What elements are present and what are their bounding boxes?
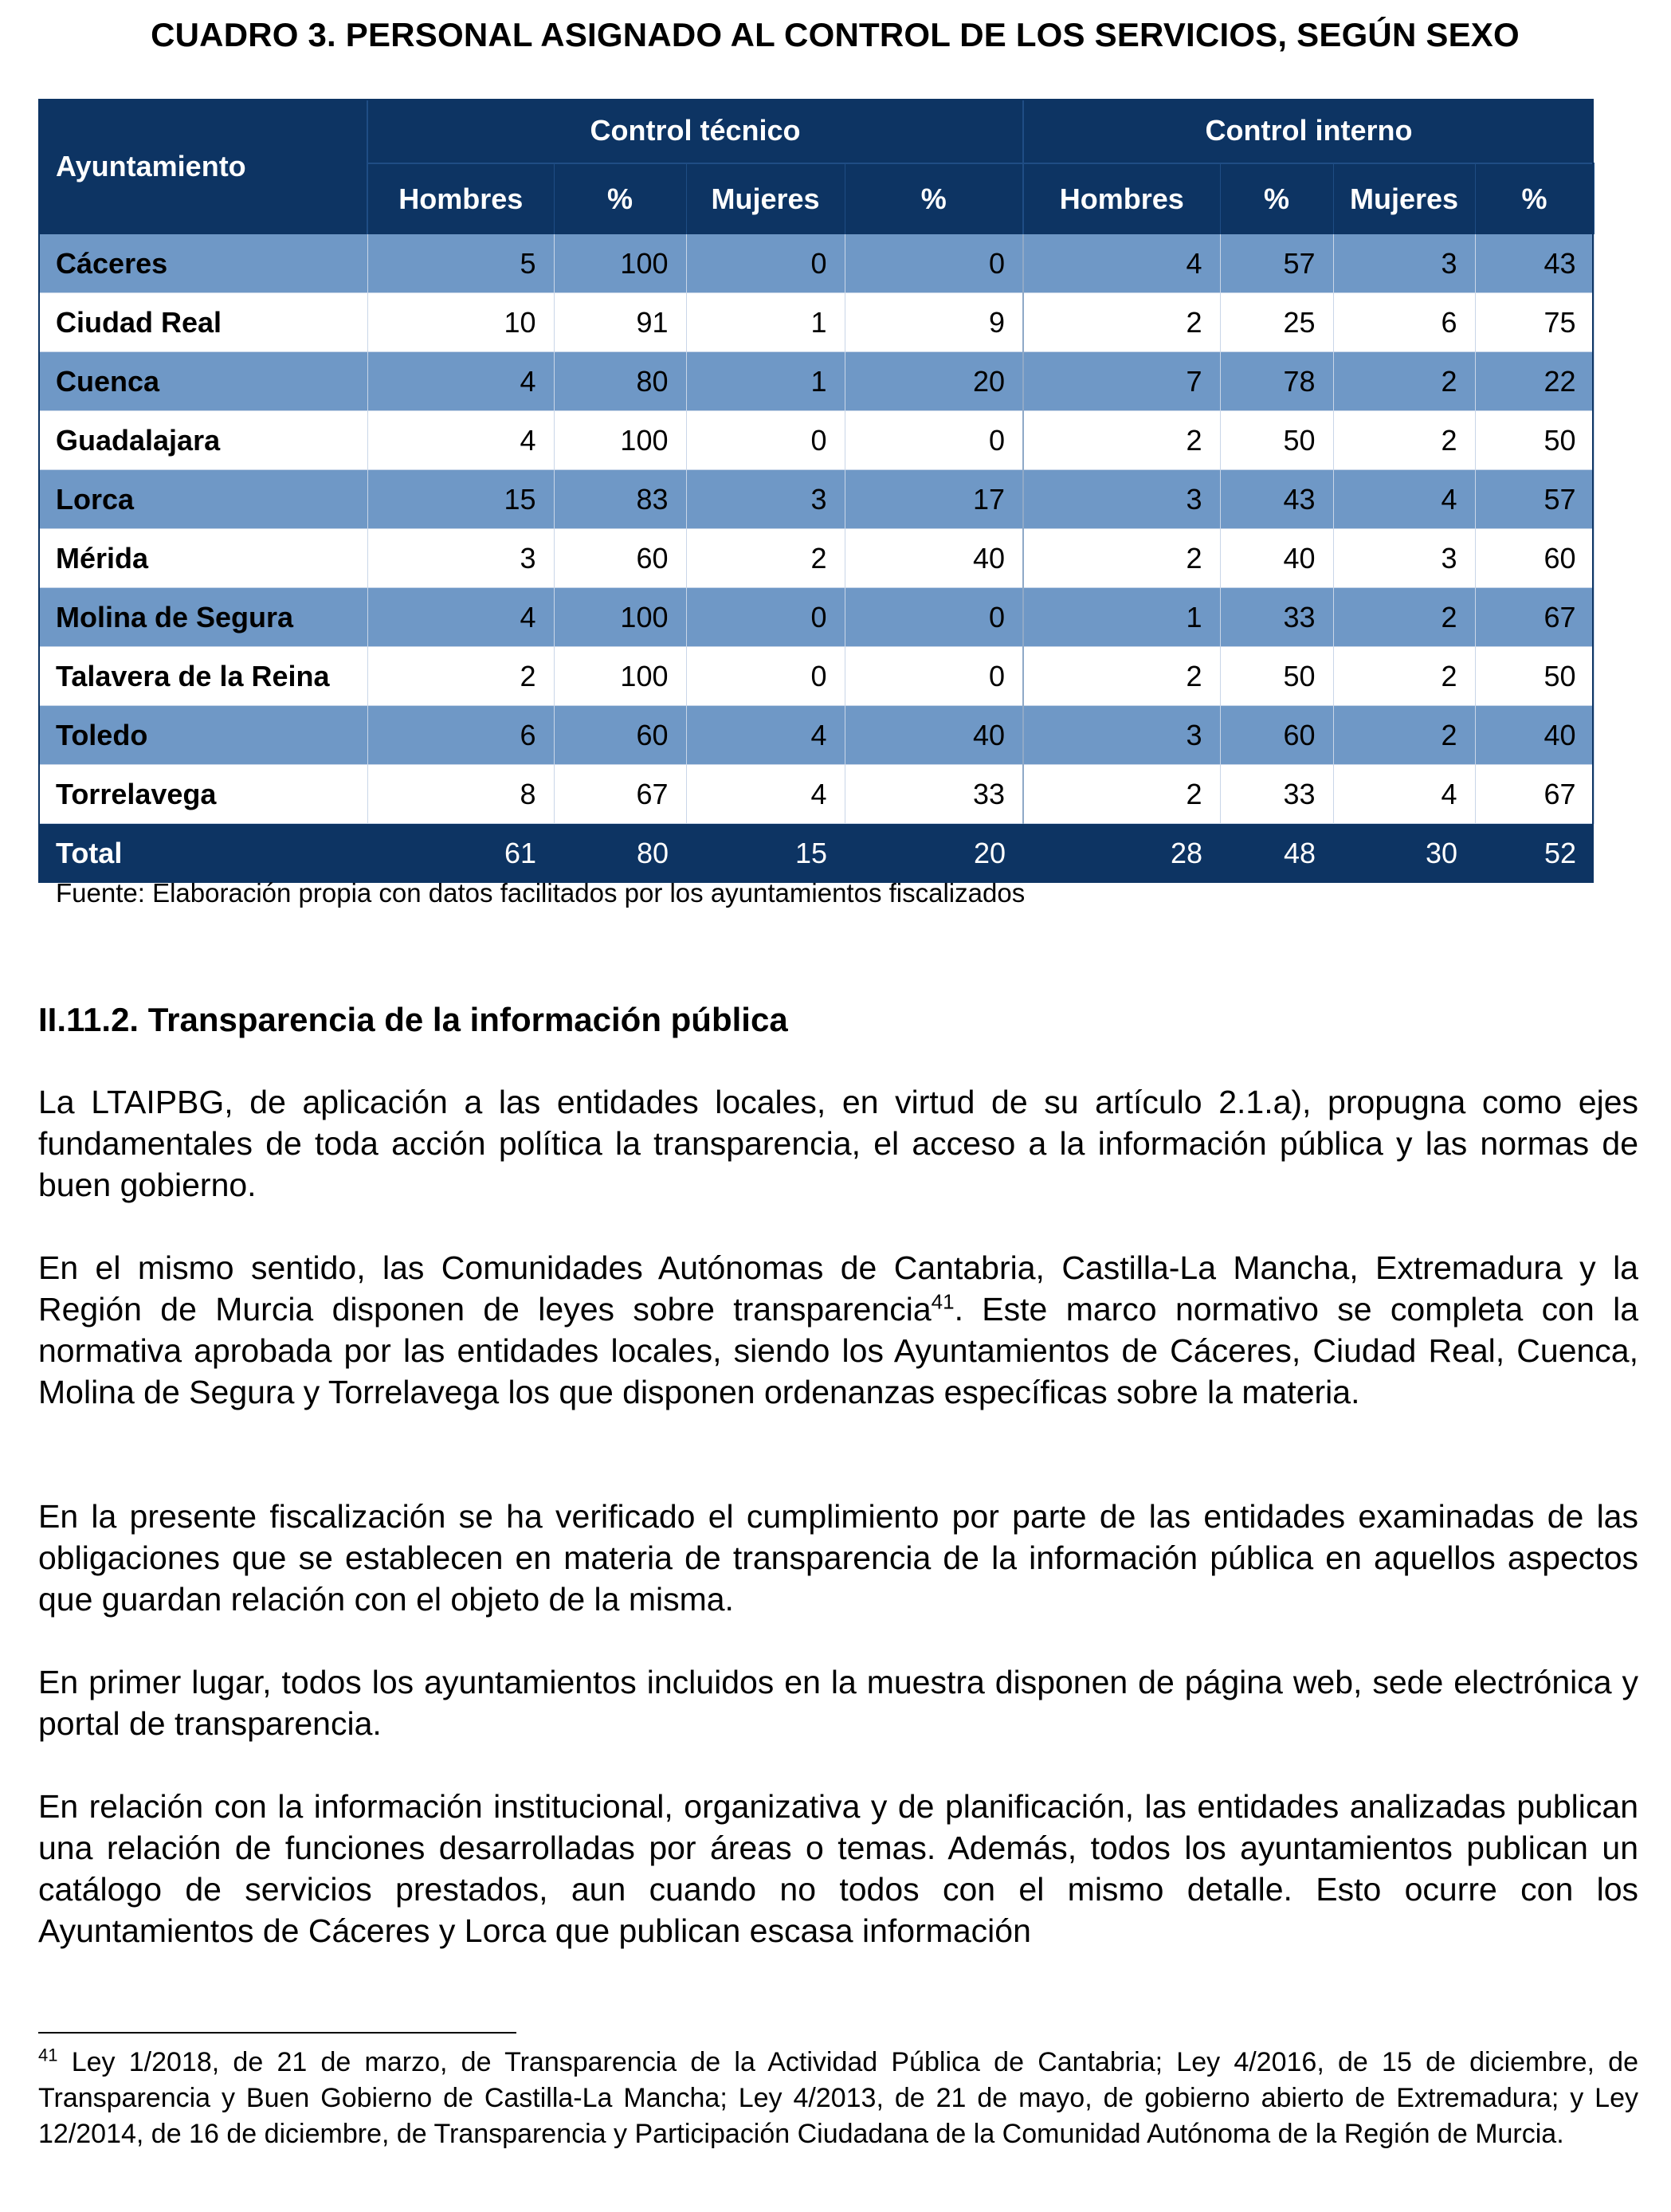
cell-ci-mujeres-pct: 50 xyxy=(1475,647,1594,706)
paragraph-2 xyxy=(38,1247,1638,1413)
column-header-ci-mujeres: Mujeres xyxy=(1333,163,1475,234)
cell-ct-mujeres-pct: 40 xyxy=(845,706,1023,765)
cell-ct-hombres-pct: 100 xyxy=(554,234,686,293)
cell-ci-hombres: 2 xyxy=(1023,529,1220,588)
column-header-ci-mujeres-pct: % xyxy=(1475,163,1594,234)
paragraph-2-text-b: . Este marco normativo se completa con la normativa aprobada por las entidades locales, siendo los Ayuntamientos de Cáceres, Ciudad Real, Cuenca, Molina de Segura y Torrelavega los que disponen ordenanzas específicas sobre la materia. xyxy=(38,1291,1638,1410)
cell-ci-mujeres-pct: 60 xyxy=(1475,529,1594,588)
cell-ci-hombres: 4 xyxy=(1023,234,1220,293)
total-ci-hombres: 28 xyxy=(1023,824,1220,884)
cell-ci-mujeres-pct: 75 xyxy=(1475,293,1594,352)
cell-ct-mujeres-pct: 40 xyxy=(845,529,1023,588)
column-header-ct-mujeres: Mujeres xyxy=(686,163,845,234)
cell-ct-hombres: 4 xyxy=(367,352,554,411)
row-name: Guadalajara xyxy=(38,411,367,470)
paragraph-2-text-a: En el mismo sentido, las Comunidades Autónomas de Cantabria, Castilla-La Mancha, Extremadura y la Región de Murcia disponen de leyes sobre transparencia xyxy=(38,1249,1638,1328)
table-row xyxy=(38,529,1594,588)
table-row xyxy=(38,234,1594,293)
personnel-table xyxy=(38,99,1595,883)
column-header-ct-hombres: Hombres xyxy=(367,163,554,234)
cell-ct-mujeres-pct: 33 xyxy=(845,765,1023,824)
cell-ci-mujeres: 3 xyxy=(1333,234,1475,293)
row-name: Molina de Segura xyxy=(38,588,367,647)
cell-ct-hombres-pct: 91 xyxy=(554,293,686,352)
column-header-ayuntamiento: Ayuntamiento xyxy=(38,99,367,234)
cell-ci-hombres-pct: 78 xyxy=(1220,352,1333,411)
cell-ct-hombres-pct: 60 xyxy=(554,529,686,588)
cell-ct-hombres-pct: 60 xyxy=(554,706,686,765)
cell-ct-mujeres: 0 xyxy=(686,647,845,706)
cell-ci-hombres: 3 xyxy=(1023,470,1220,529)
cell-ci-hombres-pct: 50 xyxy=(1220,647,1333,706)
table-row xyxy=(38,352,1594,411)
total-ci-mujeres-pct: 52 xyxy=(1475,824,1594,884)
cell-ct-mujeres: 1 xyxy=(686,293,845,352)
cell-ci-hombres-pct: 33 xyxy=(1220,765,1333,824)
total-ct-hombres: 61 xyxy=(367,824,554,884)
cell-ci-mujeres: 2 xyxy=(1333,706,1475,765)
column-header-ct-mujeres-pct: % xyxy=(845,163,1023,234)
cell-ct-mujeres: 0 xyxy=(686,411,845,470)
cell-ci-hombres-pct: 43 xyxy=(1220,470,1333,529)
cell-ci-mujeres-pct: 67 xyxy=(1475,765,1594,824)
cell-ct-hombres-pct: 100 xyxy=(554,411,686,470)
row-name: Mérida xyxy=(38,529,367,588)
cell-ct-hombres-pct: 100 xyxy=(554,588,686,647)
cell-ci-mujeres-pct: 57 xyxy=(1475,470,1594,529)
row-name: Toledo xyxy=(38,706,367,765)
table-row xyxy=(38,470,1594,529)
cell-ct-hombres-pct: 67 xyxy=(554,765,686,824)
paragraph-4: En primer lugar, todos los ayuntamientos incluidos en la muestra disponen de página web, sede electrónica y portal de transparencia. xyxy=(38,1664,1638,1742)
row-name: Cáceres xyxy=(38,234,367,293)
cell-ci-hombres: 7 xyxy=(1023,352,1220,411)
row-name: Torrelavega xyxy=(38,765,367,824)
cell-ct-mujeres-pct: 0 xyxy=(845,647,1023,706)
cell-ci-mujeres: 4 xyxy=(1333,765,1475,824)
cell-ct-mujeres: 1 xyxy=(686,352,845,411)
total-ct-mujeres: 15 xyxy=(686,824,845,884)
cell-ci-mujeres-pct: 22 xyxy=(1475,352,1594,411)
total-row xyxy=(38,824,1594,884)
cell-ct-mujeres-pct: 17 xyxy=(845,470,1023,529)
cell-ci-hombres: 2 xyxy=(1023,647,1220,706)
cell-ct-hombres: 15 xyxy=(367,470,554,529)
cell-ci-hombres-pct: 33 xyxy=(1220,588,1333,647)
cell-ci-hombres-pct: 50 xyxy=(1220,411,1333,470)
column-header-ci-hombres: Hombres xyxy=(1023,163,1220,234)
cell-ct-mujeres-pct: 20 xyxy=(845,352,1023,411)
footnote-number: 41 xyxy=(38,2045,58,2065)
footnote-reference[interactable]: 41 xyxy=(931,1289,955,1314)
total-ct-mujeres-pct: 20 xyxy=(845,824,1023,884)
cell-ci-hombres-pct: 40 xyxy=(1220,529,1333,588)
cell-ct-hombres: 8 xyxy=(367,765,554,824)
cell-ct-hombres: 5 xyxy=(367,234,554,293)
row-name: Talavera de la Reina xyxy=(38,647,367,706)
cell-ci-mujeres-pct: 50 xyxy=(1475,411,1594,470)
cell-ci-mujeres: 6 xyxy=(1333,293,1475,352)
cell-ct-mujeres: 0 xyxy=(686,588,845,647)
cell-ci-mujeres: 2 xyxy=(1333,411,1475,470)
table-row xyxy=(38,411,1594,470)
cell-ci-hombres-pct: 60 xyxy=(1220,706,1333,765)
table-row xyxy=(38,765,1594,824)
table-row xyxy=(38,588,1594,647)
cell-ci-hombres-pct: 57 xyxy=(1220,234,1333,293)
cell-ci-mujeres-pct: 43 xyxy=(1475,234,1594,293)
cell-ct-hombres-pct: 100 xyxy=(554,647,686,706)
cell-ci-hombres: 3 xyxy=(1023,706,1220,765)
cell-ct-hombres-pct: 83 xyxy=(554,470,686,529)
cell-ct-mujeres: 4 xyxy=(686,765,845,824)
cell-ci-mujeres: 3 xyxy=(1333,529,1475,588)
footnote-text: Ley 1/2018, de 21 de marzo, de Transparencia de la Actividad Pública de Cantabria; Ley 4/2016, de 15 de diciembre, de Transparencia y Buen Gobierno de Castilla-La Mancha; Ley 4/2013, de 21 de mayo, de gobierno abierto de Extremadura; y Ley 12/2014, de 16 de diciembre, de Transparencia y Participación Ciudadana de la Comunidad Autónoma de la Región de Murcia. xyxy=(38,2047,1638,2149)
cell-ci-hombres: 2 xyxy=(1023,411,1220,470)
row-name: Ciudad Real xyxy=(38,293,367,352)
footnote-41 xyxy=(38,2045,1638,2152)
row-name: Cuenca xyxy=(38,352,367,411)
cell-ct-mujeres: 2 xyxy=(686,529,845,588)
table-row xyxy=(38,647,1594,706)
cell-ct-hombres: 6 xyxy=(367,706,554,765)
footnote-separator xyxy=(38,2032,516,2034)
cell-ct-mujeres-pct: 0 xyxy=(845,234,1023,293)
row-name: Lorca xyxy=(38,470,367,529)
cell-ct-mujeres: 4 xyxy=(686,706,845,765)
cell-ci-mujeres: 2 xyxy=(1333,352,1475,411)
cell-ct-mujeres-pct: 9 xyxy=(845,293,1023,352)
section-heading: II.11.2. Transparencia de la información pública xyxy=(38,1001,788,1038)
cell-ci-hombres: 2 xyxy=(1023,293,1220,352)
cell-ci-hombres: 1 xyxy=(1023,588,1220,647)
cell-ct-mujeres-pct: 0 xyxy=(845,588,1023,647)
cell-ci-mujeres: 2 xyxy=(1333,588,1475,647)
table-row xyxy=(38,706,1594,765)
cell-ct-hombres-pct: 80 xyxy=(554,352,686,411)
paragraph-1: La LTAIPBG, de aplicación a las entidades locales, en virtud de su artículo 2.1.a), propugna como ejes fundamentales de toda acción política la transparencia, el acceso a la información pública y las normas de buen gobierno. xyxy=(38,1084,1638,1203)
cell-ct-hombres: 4 xyxy=(367,588,554,647)
table-source: Fuente: Elaboración propia con datos facilitados por los ayuntamientos fiscalizados xyxy=(56,878,1026,908)
total-ci-mujeres: 30 xyxy=(1333,824,1475,884)
column-header-ci-hombres-pct: % xyxy=(1220,163,1333,234)
cell-ct-mujeres: 0 xyxy=(686,234,845,293)
cell-ct-hombres: 4 xyxy=(367,411,554,470)
cell-ci-mujeres-pct: 40 xyxy=(1475,706,1594,765)
cell-ct-mujeres: 3 xyxy=(686,470,845,529)
cell-ct-hombres: 3 xyxy=(367,529,554,588)
cell-ct-hombres: 10 xyxy=(367,293,554,352)
cell-ct-mujeres-pct: 0 xyxy=(845,411,1023,470)
column-header-ct-hombres-pct: % xyxy=(554,163,686,234)
cell-ct-hombres: 2 xyxy=(367,647,554,706)
group-header-control-interno: Control interno xyxy=(1023,99,1594,163)
group-header-control-tecnico: Control técnico xyxy=(367,99,1023,163)
cell-ci-hombres-pct: 25 xyxy=(1220,293,1333,352)
cell-ci-mujeres: 4 xyxy=(1333,470,1475,529)
cell-ci-mujeres-pct: 67 xyxy=(1475,588,1594,647)
table-title: CUADRO 3. PERSONAL ASIGNADO AL CONTROL DE LOS SERVICIOS, SEGÚN SEXO xyxy=(151,16,1520,53)
paragraph-3: En la presente fiscalización se ha verificado el cumplimiento por parte de las entidades examinadas de las obligaciones que se establecen en materia de transparencia de la información pública en aquellos aspectos que guardan relación con el objeto de la misma. xyxy=(38,1498,1638,1618)
total-ct-hombres-pct: 80 xyxy=(554,824,686,884)
table-row xyxy=(38,293,1594,352)
cell-ci-hombres: 2 xyxy=(1023,765,1220,824)
total-ci-hombres-pct: 48 xyxy=(1220,824,1333,884)
paragraph-5: En relación con la información institucional, organizativa y de planificación, las entidades analizadas publican una relación de funciones desarrolladas por áreas o temas. Además, todos los ayuntamientos publican un catálogo de servicios prestados, aun cuando no todos con el mismo detalle. Esto ocurre con los Ayuntamientos de Cáceres y Lorca que publican escasa información xyxy=(38,1788,1638,1949)
cell-ci-mujeres: 2 xyxy=(1333,647,1475,706)
total-label: Total xyxy=(38,824,367,884)
